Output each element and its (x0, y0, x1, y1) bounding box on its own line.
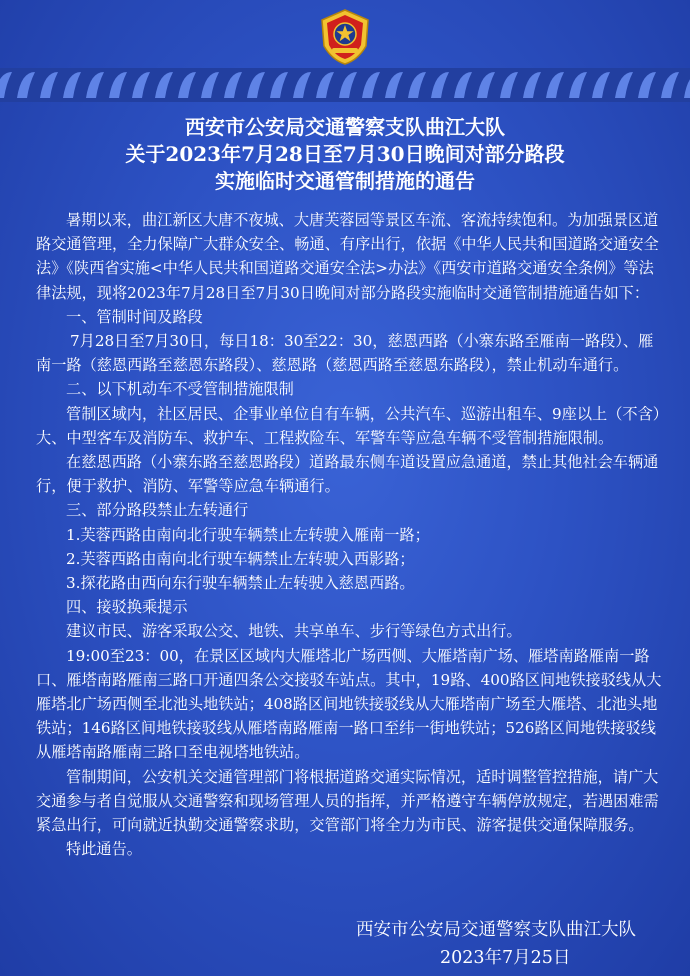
title-line-1: 西安市公安局交通警察支队曲江大队 (185, 115, 505, 139)
left-turn-item-1: 1.芙蓉西路由南向北行驶车辆禁止左转驶入雁南一路； (66, 525, 430, 544)
signature-org: 西安市公安局交通警察支队曲江大队 (356, 920, 636, 940)
left-turn-item-2: 2.芙蓉西路由南向北行驶车辆禁止左转驶入西影路； (66, 549, 415, 568)
paragraph-control-period: 管制期间，公安机关交通管理部门将根据道路交通实际情况，适时调整管控措施，请广大交通参与者自觉服从交通警察和现场管理人员的指挥，并严格遵守车辆停放规定，若遇困难需紧急出行，可向就近执勤交通警察求助，交管部门将全力为市民、游客提供交通保障服务。 (36, 767, 659, 835)
paragraph-exempt-vehicles: 管制区域内，社区居民、企事业单位自有车辆，公共汽车、巡游出租车、9座以上（不含）大、中型客车及消防车、救护车、工程救险车、军警车等应急车辆不受管制措施限制。 (36, 404, 661, 447)
paragraph-control-time: 7月28日至7月30日，每日18：30至22：30，慈恩西路（小寨东路至雁南一路段）、雁南一路（慈恩西路至慈恩东路段）、慈恩路（慈恩西路至慈恩东路段），禁止机动车通行。 (36, 332, 654, 375)
signature-date: 2023年7月25日 (440, 948, 571, 968)
notice-title (0, 114, 690, 195)
section-heading-1: 一、管制时间及路段 (66, 307, 203, 326)
section-heading-4: 四、接驳换乘提示 (66, 598, 188, 617)
police-emblem-icon (318, 8, 372, 66)
title-line-3: 实施临时交通管制措施的通告 (215, 169, 475, 193)
paragraph-intro: 暑期以来，曲江新区大唐不夜城、大唐芙蓉园等景区车流、客流持续饱和。为加强景区道路交通管理，全力保障广大群众安全、畅通、有序出行，依据《中华人民共和国道路交通安全法》《陕西省实施<中华人民共和国道路交通安全法>办法》《西安市道路交通安全条例》等法律法规，现将2023年7月28日至7月30日晚间对部分路段实施临时交通管制措施通告如下： (36, 211, 659, 302)
decorative-wave-band (0, 68, 690, 102)
paragraph-green-travel: 建议市民、游客采取公交、地铁、共享单车、步行等绿色方式出行。 (66, 622, 522, 641)
left-turn-item-3: 3.探花路由西向东行驶车辆禁止左转驶入慈恩西路。 (66, 574, 415, 593)
notice-body (36, 208, 666, 861)
title-line-2: 关于2023年7月28日至7月30日晚间对部分路段 (125, 142, 565, 166)
section-heading-3: 三、部分路段禁止左转通行 (66, 501, 249, 520)
paragraph-shuttle-lines: 19:00至23：00，在景区区域内大雁塔北广场西侧、大雁塔南广场、雁塔南路雁南一路口、雁塔南路雁南三路口开通四条公交接驳车站点。其中，19路、400路区间地铁接驳线从大雁塔北广场西侧至北池头地铁站；408路区间地铁接驳线从大雁塔南广场至大雁塔、北池头地铁站；146路区间地铁接驳线从雁塔南路雁南一路口至纬一街地铁站；526路区间地铁接驳线从雁塔南路雁南三路口至电视塔地铁站。 (36, 646, 662, 762)
paragraph-emergency-lane: 在慈恩西路（小寨东路至慈恩路段）道路最东侧车道设置应急通道，禁止其他社会车辆通行，便于救护、消防、军警等应急车辆通行。 (36, 453, 659, 496)
section-heading-2: 二、以下机动车不受管制措施限制 (66, 380, 294, 399)
paragraph-closing: 特此通告。 (66, 840, 142, 859)
